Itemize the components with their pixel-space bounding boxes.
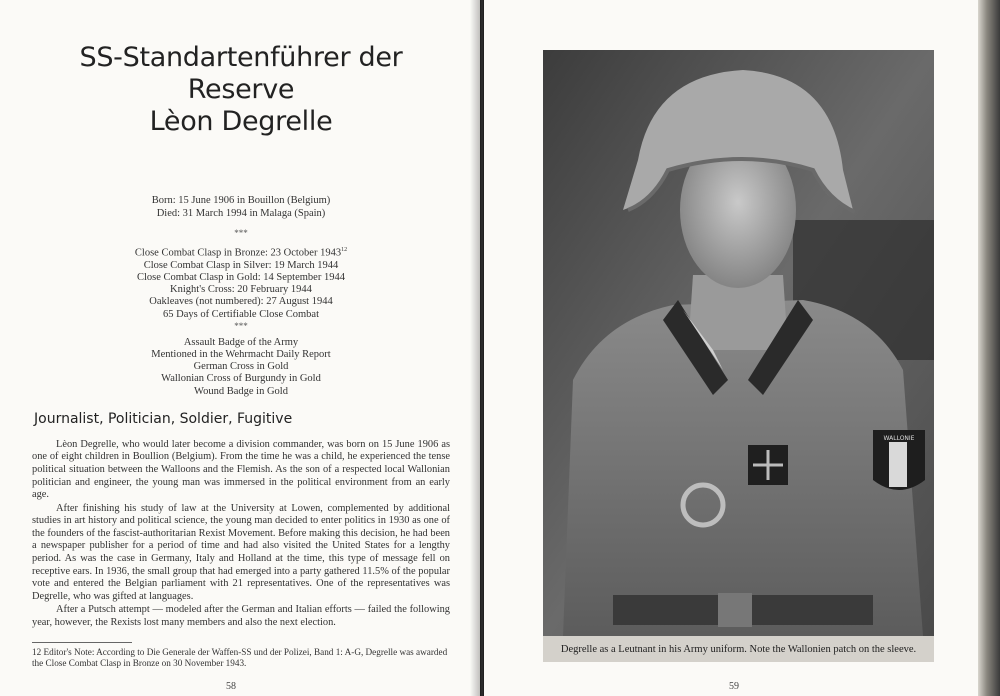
life-dates	[32, 194, 450, 220]
photo-caption	[543, 636, 934, 662]
awards-group-1	[32, 244, 450, 321]
separator-1: ***	[234, 228, 248, 238]
award-line: Oakleaves (not numbered): 27 August 1944	[149, 296, 333, 308]
footnote: 12 Editor's Note: According to Die Generale der Waffen-SS und der Polizei, Band 1: A-G, Degrelle was awarded the Close Combat Clasp in Bronze on 30 November 1943.	[32, 646, 448, 668]
award-line: Assault Badge of the Army	[183, 336, 299, 348]
paragraph: After a Putsch attempt — modeled after the German and Italian efforts — failed the following year, however, the Rexists lost many members and also the next election.	[32, 604, 450, 629]
title-line-1: SS-Standartenführer der Reserve	[79, 42, 403, 105]
footnote-marker: 12	[341, 247, 348, 253]
paragraph: After finishing his study of law at the University at Lowen, complemented by additional studies in art history and political science, the young man decided to enter politics in 1930 as one of the founders of the fascist-authoritarian Rexist Movement. Before making this decision, he had been a newspaper publisher for a period of time and had also visited the United States for a lengthy period. As was the case in Germany, Italy and Holland at the time, this type of message fell on receptive ears. In 1936, the small group that had emerged into a party gathered 11.5% of the popular vote and entered the Belgian parliament with 21 representatives. One of the representatives was Degrelle, who was gifted at languages.	[32, 502, 450, 602]
awards-group-2	[32, 337, 450, 398]
paragraph: Lèon Degrelle, who would later become a division commander, was born on 15 June 1906 as one of eight children in Boullion (Belgium). From the time he was a child, he experienced the tense political situation between the Walloons and the Flemish. As the son of a respected local Wallonian politician and engineer, the young man was immersed in the political environment from an early age.	[32, 438, 450, 501]
page-edge	[978, 0, 1000, 696]
award-line: Knight's Cross: 20 February 1944	[170, 284, 312, 296]
footnote-rule	[32, 642, 132, 643]
separator-2: ***	[234, 320, 248, 331]
died-line: Died: 31 March 1994 in Malaga (Spain)	[156, 208, 326, 219]
wallonien-patch	[873, 430, 925, 490]
award-line: Close Combat Clasp in Gold: 14 September 1944	[137, 271, 345, 283]
portrait-illustration	[543, 50, 934, 636]
chapter-title	[32, 42, 450, 138]
caption-text: Degrelle as a Leutnant in his Army uniform. Note the Wallonien patch on the sleeve.	[560, 643, 917, 655]
award-text: Close Combat Clasp in Bronze: 23 October 1943	[134, 247, 342, 259]
born-line: Born: 15 June 1906 in Bouillon (Belgium)	[151, 195, 331, 206]
award-line: Wallonian Cross of Burgundy in Gold	[161, 373, 321, 385]
left-page	[0, 0, 480, 696]
award-line: German Cross in Gold	[193, 361, 289, 373]
award-line: 65 Days of Certifiable Close Combat	[162, 308, 319, 320]
award-line: Close Combat Clasp in Silver: 19 March 1944	[143, 259, 339, 271]
portrait-photo	[543, 50, 934, 636]
section-heading: Journalist, Politician, Soldier, Fugitive	[34, 410, 293, 427]
award-line: Wound Badge in Gold	[194, 385, 288, 397]
award-line: Mentioned in the Wehrmacht Daily Report	[151, 348, 331, 360]
patch-text: WALLONIE	[883, 435, 915, 442]
title-line-2: Lèon Degrelle	[149, 106, 333, 137]
page-number-right: 59	[729, 681, 739, 692]
body-text	[32, 439, 450, 630]
right-page	[484, 0, 978, 696]
award-line	[32, 244, 450, 260]
page-number-left: 58	[226, 681, 236, 692]
